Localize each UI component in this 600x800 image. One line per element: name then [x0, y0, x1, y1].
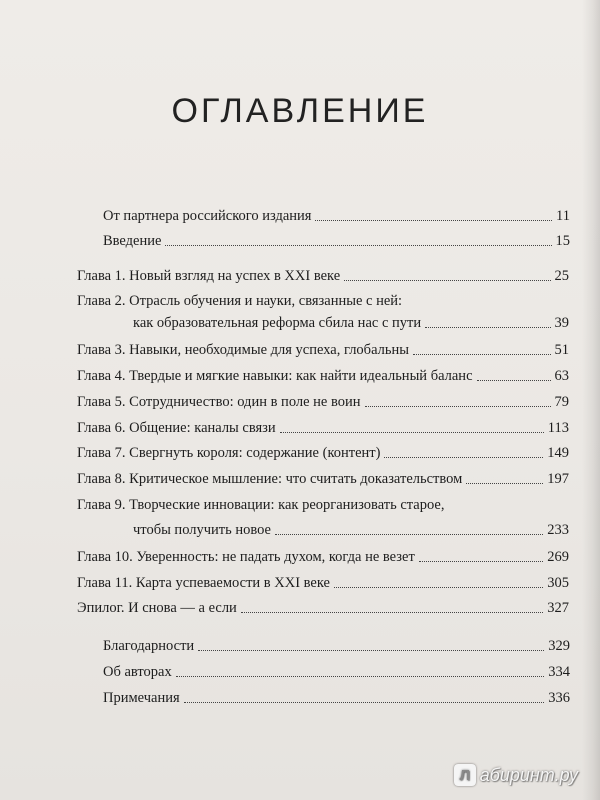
toc-entry — [77, 419, 569, 437]
dot-leader — [413, 353, 551, 355]
toc-entry-label: Глава 4. Твердые и мягкие навыки: как найти идеальный баланс — [77, 368, 473, 384]
toc-entry — [77, 393, 569, 411]
watermark — [454, 764, 578, 786]
toc-entry — [103, 207, 570, 225]
toc-entry-label: Глава 2. Отрасль обучения и науки, связанные с ней: — [77, 293, 403, 309]
toc-entry-label: Глава 10. Уверенность: не падать духом, когда не везет — [77, 549, 415, 565]
dot-leader — [198, 649, 544, 651]
toc-entry-label: Глава 9. Творческие инновации: как реорганизовать старое, — [77, 497, 445, 513]
toc-entry-page: 39 — [554, 315, 569, 331]
toc-entry — [133, 521, 569, 539]
toc-entry — [77, 548, 569, 566]
toc-entry-label: Примечания — [103, 690, 180, 706]
toc-entry — [77, 470, 569, 488]
toc-entry-label: От партнера российского издания — [103, 208, 312, 224]
dot-leader — [334, 586, 543, 588]
watermark-text: абиринт.ру — [479, 764, 578, 785]
dot-leader — [466, 482, 543, 484]
dot-leader — [176, 675, 545, 677]
labirint-logo-icon: Л — [454, 764, 476, 786]
toc-entry — [77, 367, 569, 385]
toc-entry-page: 329 — [548, 638, 570, 654]
toc-entry-page: 269 — [547, 549, 569, 565]
toc-entry-label: Глава 7. Свергнуть короля: содержание (контент) — [77, 445, 381, 461]
toc-entry-label: Введение — [103, 233, 162, 249]
page-title: ОГЛАВЛЕНИЕ — [171, 92, 429, 130]
dot-leader — [315, 219, 552, 221]
toc-entry-page: 334 — [548, 664, 570, 680]
toc-entry — [77, 444, 569, 462]
toc-entry — [103, 689, 570, 707]
toc-entry-page: 15 — [555, 233, 570, 249]
toc-entry-page: 327 — [547, 600, 569, 616]
dot-leader — [165, 244, 551, 246]
dot-leader — [241, 611, 543, 613]
toc-entry-page: 63 — [554, 368, 569, 384]
toc-entry-page: 113 — [547, 420, 569, 436]
toc-entry-page: 51 — [554, 342, 569, 358]
toc-entry-label: Глава 11. Карта успеваемости в XXI веке — [77, 575, 330, 591]
toc-entry — [77, 267, 569, 285]
toc-entry-continuation: как образовательная реформа сбила нас с пути — [133, 315, 422, 331]
toc-entry — [77, 574, 569, 592]
toc-entry-page: 305 — [547, 575, 569, 591]
toc-entry-page: 336 — [548, 690, 570, 706]
toc-entry — [133, 314, 569, 332]
dot-leader — [425, 326, 550, 328]
toc-entry-label: Благодарности — [103, 638, 195, 654]
dot-leader — [384, 456, 543, 458]
toc-entry-continuation: чтобы получить новое — [133, 522, 271, 538]
toc-entry-page: 233 — [547, 522, 569, 538]
toc-entry-label: Эпилог. И снова — а если — [77, 600, 237, 616]
dot-leader — [419, 560, 543, 562]
toc-entry-page: 11 — [556, 208, 570, 224]
toc-entry-label: Об авторах — [103, 664, 172, 680]
dot-leader — [344, 279, 550, 281]
toc-entry-page: 79 — [554, 394, 569, 410]
dot-leader — [275, 533, 543, 535]
toc-entry-page: 25 — [554, 268, 569, 284]
toc-entry-label: Глава 1. Новый взгляд на успех в XXI веке — [77, 268, 341, 284]
toc-entry — [103, 232, 570, 250]
toc-entry-label: Глава 8. Критическое мышление: что считать доказательством — [77, 471, 463, 487]
dot-leader — [477, 379, 551, 381]
toc-entry-page: 197 — [547, 471, 569, 487]
toc-entry — [103, 637, 570, 655]
toc-entry — [103, 663, 570, 681]
toc-entry-label: Глава 5. Сотрудничество: один в поле не воин — [77, 394, 361, 410]
toc-entry — [77, 341, 569, 359]
toc-entry-label: Глава 6. Общение: каналы связи — [77, 420, 276, 436]
dot-leader — [280, 431, 544, 433]
dot-leader — [184, 701, 545, 703]
toc-entry-label: Глава 3. Навыки, необходимые для успеха, глобальны — [77, 342, 409, 358]
dot-leader — [365, 405, 551, 407]
toc-entry-page: 149 — [547, 445, 569, 461]
toc-entry — [77, 599, 569, 617]
